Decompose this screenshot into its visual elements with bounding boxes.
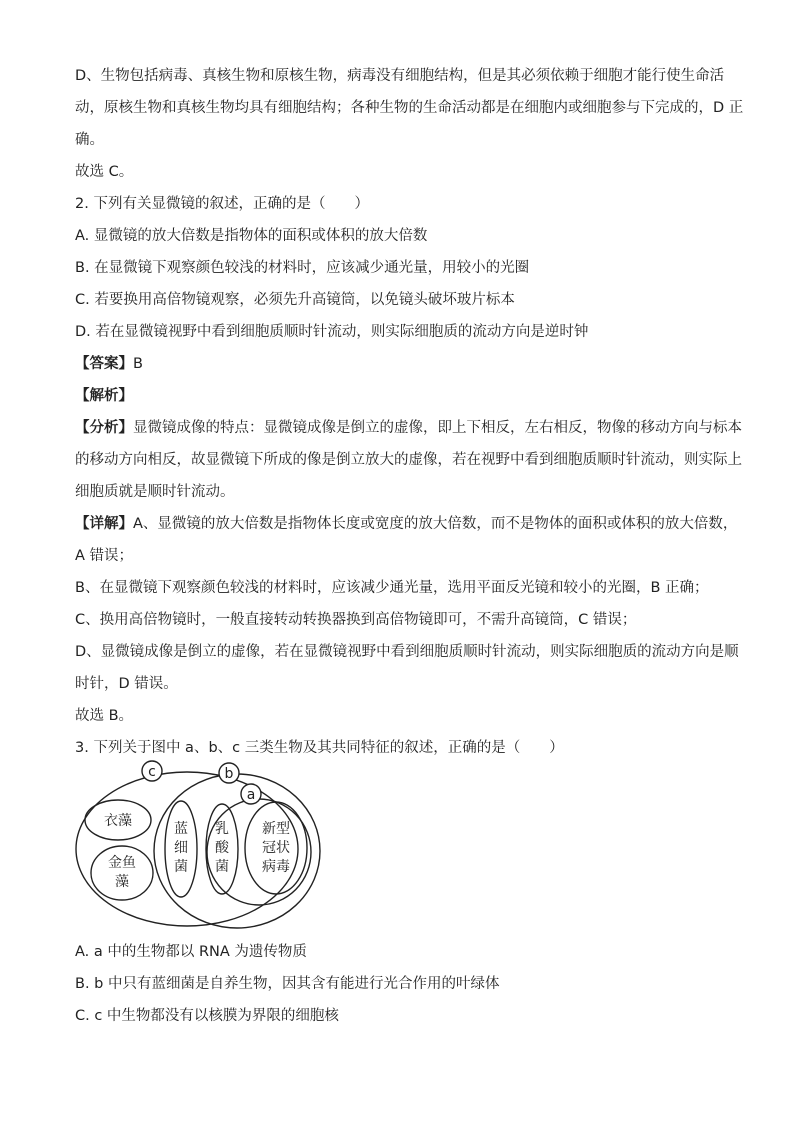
q3-option-b: B. b 中只有蓝细菌是自养生物，因其含有能进行光合作用的叶绿体: [75, 976, 500, 992]
prev-d-line-1: D、生物包括病毒、真核生物和原核生物，病毒没有细胞结构，但是其必须依赖于细胞才能行使生命活: [75, 68, 725, 84]
q3-stem: 3. 下列关于图中 a、b、c 三类生物及其共同特征的叙述，正确的是（ ）: [75, 740, 564, 756]
prev-choice: 故选 C。: [75, 164, 134, 180]
organism-5-line-3: 病毒: [262, 859, 290, 875]
xiangjie-a-text: A、显微镜的放大倍数是指物体长度或宽度的放大倍数，而不是物体的面积或体积的放大倍数，: [133, 516, 738, 532]
answer-tag: 【答案】: [75, 356, 133, 372]
fenxi-line-3: 细胞质就是顺时针流动。: [75, 484, 235, 500]
xiangjie-line-d2: 时针，D 错误。: [75, 676, 178, 692]
organism-5-line-2: 冠状: [262, 840, 290, 856]
prev-d-line-3: 确。: [75, 132, 104, 148]
xiangjie-line-a1: [75, 514, 737, 534]
q2-option-d: D. 若在显微镜视野中看到细胞质顺时针流动，则实际细胞质的流动方向是逆时钟: [75, 324, 589, 340]
xiangjie-line-a2: A 错误；: [75, 548, 134, 564]
organism-3-line-3: 菌: [174, 859, 188, 875]
answer-value: B: [133, 356, 143, 372]
organism-4-line-1: 乳: [215, 821, 229, 837]
analysis-tag: 【解析】: [75, 388, 133, 404]
q3-option-c: C. c 中生物都没有以核膜为界限的细胞核: [75, 1008, 339, 1024]
organism-5-line-1: 新型: [262, 821, 290, 837]
fenxi-line-2: 的移动方向相反，故显微镜下所成的像是倒立放大的虚像，若在视野中看到细胞质顺时针流动，则实际上: [75, 452, 742, 468]
organism-3-line-1: 蓝: [174, 821, 188, 837]
q2-option-c: C. 若要换用高倍物镜观察，必须先升高镜筒，以免镜头破坏玻片标本: [75, 292, 515, 308]
fenxi-line-1: [75, 418, 742, 438]
organism-2-line-2: 藻: [115, 874, 129, 890]
xiangjie-line-c: C、换用高倍物镜时，一般直接转动转换器换到高倍物镜即可，不需升高镜筒，C 错误；: [75, 612, 637, 628]
label-b: b: [224, 766, 234, 782]
fenxi-text-1: 显微镜成像的特点：显微镜成像是倒立的虚像，即上下相反，左右相反，物像的移动方向与标本: [133, 420, 742, 436]
xiangjie-line-d1: D、显微镜成像是倒立的虚像，若在显微镜视野中看到细胞质顺时针流动，则实际细胞质的流动方向是顺: [75, 644, 739, 660]
prev-d-line-2: 动，原核生物和真核生物均具有细胞结构；各种生物的生命活动都是在细胞内或细胞参与下完成的，D 正: [75, 100, 744, 116]
q2-stem: 2. 下列有关显微镜的叙述，正确的是（ ）: [75, 196, 369, 212]
q2-option-a: A. 显微镜的放大倍数是指物体的面积或体积的放大倍数: [75, 228, 428, 244]
organism-3-line-2: 细: [174, 840, 188, 856]
organism-4-line-3: 菌: [215, 859, 229, 875]
q2-option-b: B. 在显微镜下观察颜色较浅的材料时，应该减少通光量，用较小的光圈: [75, 260, 530, 276]
organism-1-label: 衣藻: [104, 813, 132, 829]
q3-option-a: A. a 中的生物都以 RNA 为遗传物质: [75, 944, 307, 960]
venn-diagram: [70, 756, 330, 932]
xiangjie-tag: 【详解】: [75, 516, 133, 532]
label-a: a: [246, 787, 256, 803]
q2-answer: [75, 354, 143, 374]
fenxi-tag: 【分析】: [75, 420, 133, 436]
label-c: c: [148, 764, 156, 780]
xiangjie-line-b: B、在显微镜下观察颜色较浅的材料时，应该减少通光量，选用平面反光镜和较小的光圈，B 正确；: [75, 580, 709, 596]
organism-4-line-2: 酸: [215, 840, 229, 856]
organism-2-line-1: 金鱼: [108, 855, 136, 871]
q2-choice: 故选 B。: [75, 708, 134, 724]
